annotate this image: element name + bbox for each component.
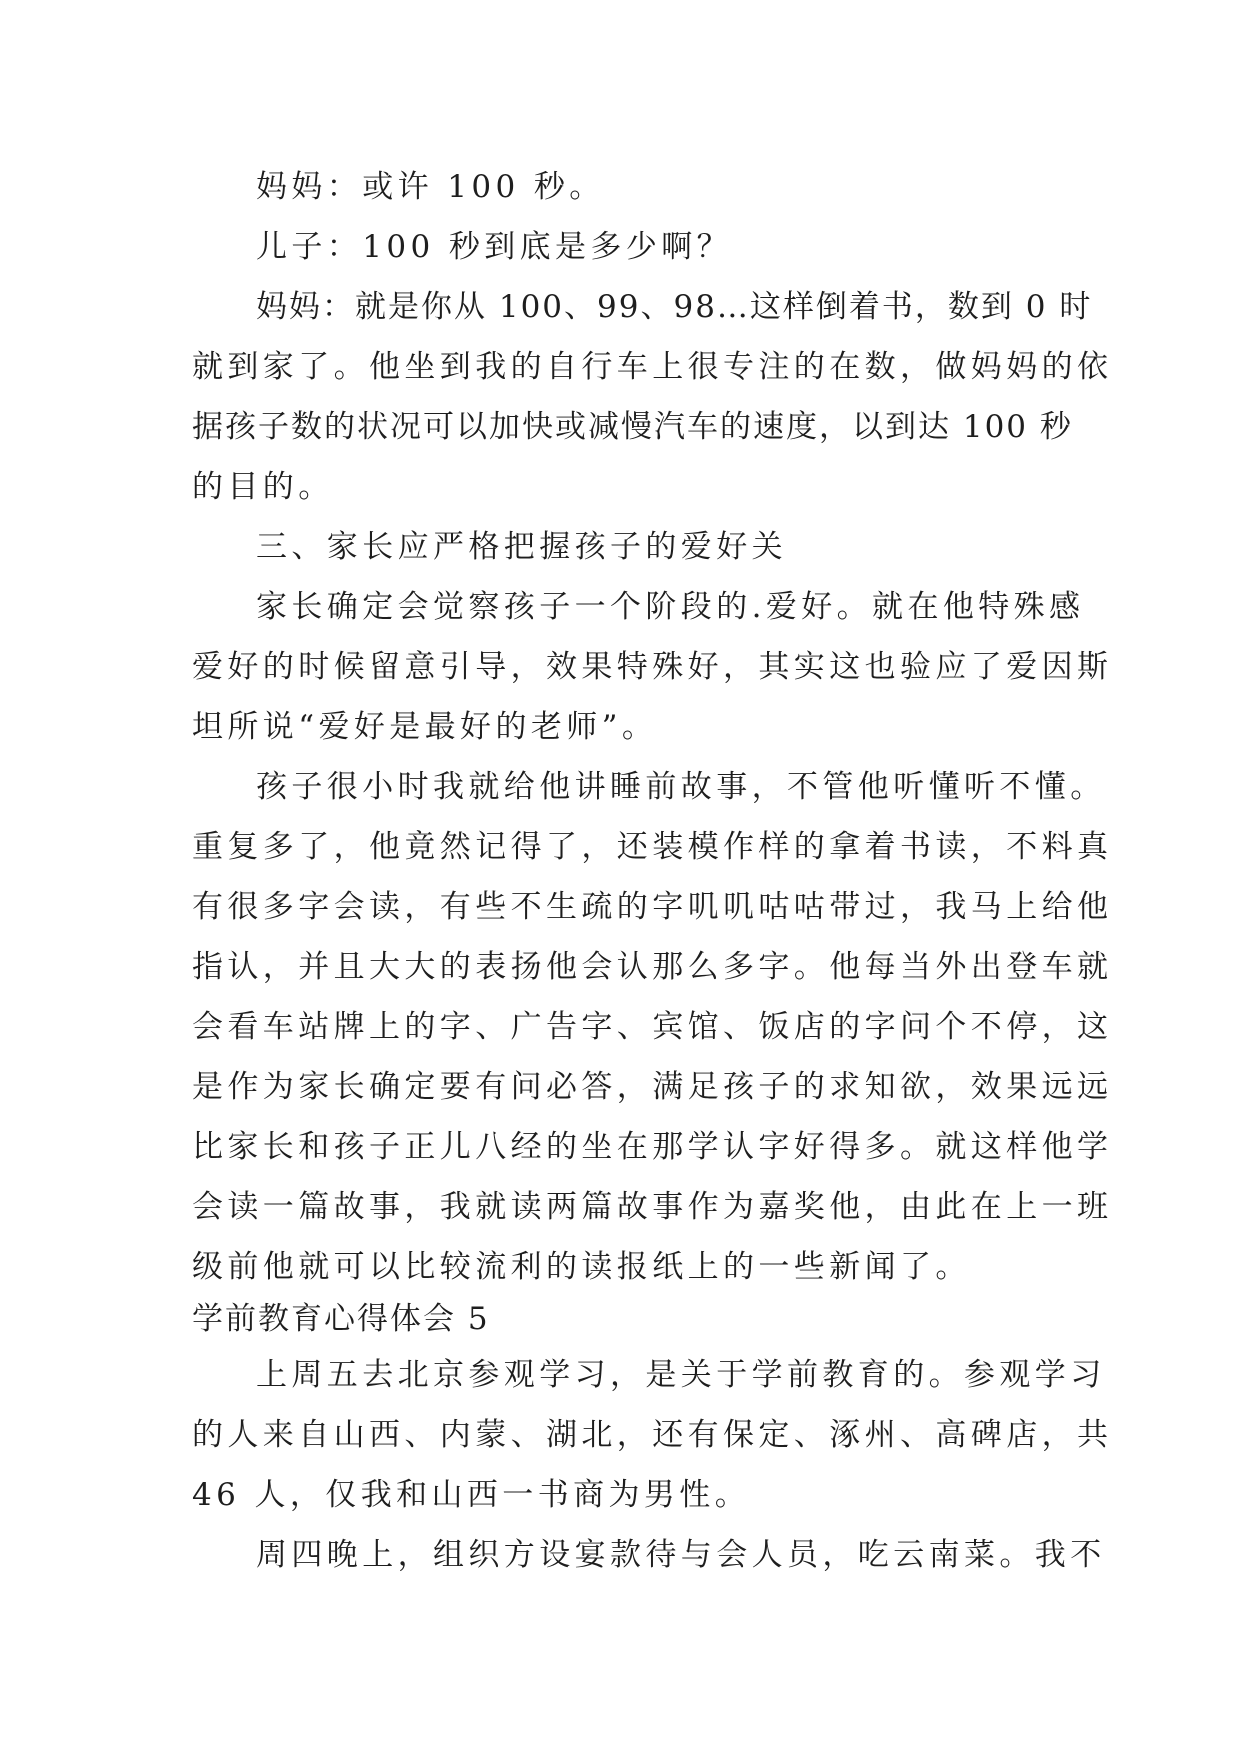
text-line: 的人来自山西、内蒙、湖北，还有保定、涿州、高碑店，共 xyxy=(192,1417,1113,1453)
text-line: 妈妈：就是你从 100、99、98…这样倒着书，数到 0 时 xyxy=(256,289,1093,325)
text-line: 指认，并且大大的表扬他会认那么多字。他每当外出登车就 xyxy=(192,949,1113,985)
text-line: 比家长和孩子正儿八经的坐在那学认字好得多。就这样他学 xyxy=(192,1129,1113,1165)
text-line: 会读一篇故事，我就读两篇故事作为嘉奖他，由此在上一班 xyxy=(192,1189,1113,1225)
text-line: 的目的。 xyxy=(192,469,334,505)
text-line: 是作为家长确定要有问必答，满足孩子的求知欲，效果远远 xyxy=(192,1069,1113,1105)
text-line: 周四晚上，组织方设宴款待与会人员，吃云南菜。我不 xyxy=(256,1537,1106,1573)
text-line: 就到家了。他坐到我的自行车上很专注的在数，做妈妈的依 xyxy=(192,349,1113,385)
section-heading: 三、家长应严格把握孩子的爱好关 xyxy=(256,529,787,565)
text-line: 46 人，仅我和山西一书商为男性。 xyxy=(192,1477,751,1513)
text-line: 坦所说“爱好是最好的老师”。 xyxy=(192,709,658,745)
text-line: 会看车站牌上的字、广告字、宾馆、饭店的字问个不停，这 xyxy=(192,1009,1113,1045)
text-line: 家长确定会觉察孩子一个阶段的.爱好。就在他特殊感 xyxy=(256,589,1085,625)
text-line: 妈妈：或许 100 秒。 xyxy=(256,169,605,205)
text-line: 据孩子数的状况可以加快或减慢汽车的速度，以到达 100 秒 xyxy=(192,409,1073,445)
text-line: 爱好的时候留意引导，效果特殊好，其实这也验应了爱因斯 xyxy=(192,649,1113,685)
text-line: 孩子很小时我就给他讲睡前故事，不管他听懂听不懂。 xyxy=(256,769,1106,805)
text-line: 级前他就可以比较流利的读报纸上的一些新闻了。 xyxy=(192,1249,971,1285)
text-line: 上周五去北京参观学习，是关于学前教育的。参观学习 xyxy=(256,1357,1106,1393)
text-line: 有很多字会读，有些不生疏的字叽叽咕咕带过，我马上给他 xyxy=(192,889,1113,925)
text-line: 儿子：100 秒到底是多少啊？ xyxy=(256,229,733,265)
section-title: 学前教育心得体会 5 xyxy=(192,1301,490,1337)
text-line: 重复多了，他竟然记得了，还装模作样的拿着书读，不料真 xyxy=(192,829,1113,865)
